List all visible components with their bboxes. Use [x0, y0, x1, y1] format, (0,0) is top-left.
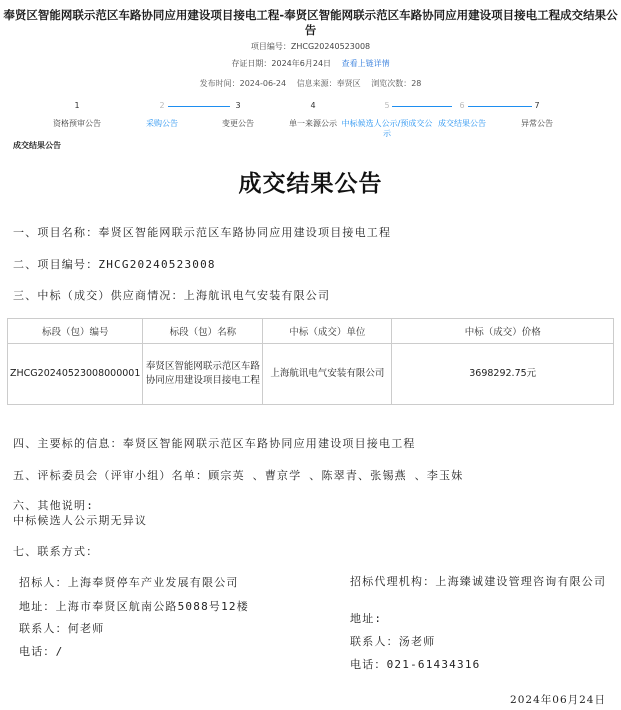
step-number: 4: [310, 101, 316, 110]
archive-date: 2024年6月24日: [271, 59, 332, 68]
agent-contact: 联系人：汤老师: [350, 635, 436, 648]
step-label: 采购公告: [146, 119, 178, 128]
project-code-line: [0, 41, 621, 52]
committee-line: 五、评标委员会（评审小组）名单：顾宗英 、曹京学 、陈翠青、张锡燕 、李玉妹: [13, 469, 464, 482]
main-subject-line: 四、主要标的信息：奉贤区智能网联示范区车路协同应用建设项目接电工程: [13, 437, 416, 450]
agent-phone: 电话：021-61434316: [350, 658, 481, 671]
step-prequalification[interactable]: [31, 100, 123, 129]
buyer-phone: 电话：/: [19, 645, 64, 658]
buyer-contact: 联系人：何老师: [19, 622, 105, 635]
archive-line: [0, 58, 621, 69]
step-label: 中标候选人公示/预成交公示: [341, 119, 433, 138]
notice-date: 2024年06月24日: [510, 694, 606, 706]
buyer-name: 招标人：上海奉贤停车产业发展有限公司: [19, 576, 239, 589]
result-table: [7, 318, 614, 405]
table-row: [8, 344, 614, 405]
view-count: 浏览次数：28: [371, 79, 422, 88]
table-cell: ZHCG20240523008000001: [8, 344, 143, 405]
table-header: 中标（成交）单位: [263, 319, 392, 344]
step-abnormal[interactable]: [491, 100, 583, 129]
step-label: 异常公告: [521, 119, 553, 128]
section-label: 成交结果公告: [13, 141, 61, 150]
page-title: 成交结果公告: [238, 171, 383, 197]
table-header: 标段（包）名称: [143, 319, 263, 344]
step-label: 单一来源公示: [289, 119, 337, 128]
table-cell: 3698292.75元: [392, 344, 614, 405]
publish-info: [0, 78, 621, 89]
step-number: 2: [159, 101, 165, 110]
step-number: 5: [384, 101, 390, 110]
supplier-line: 三、中标（成交）供应商情况：上海航讯电气安装有限公司: [13, 289, 331, 302]
step-label: 资格预审公告: [53, 119, 101, 128]
project-code: ZHCG20240523008: [290, 42, 371, 51]
step-label: 成交结果公告: [438, 119, 486, 128]
step-number: 6: [459, 101, 465, 110]
buyer-address: 地址：上海市奉贤区航南公路5088号12楼: [19, 600, 249, 613]
other-notes-text: 中标候选人公示期无异议: [13, 514, 148, 527]
step-label: 变更公告: [222, 119, 254, 128]
project-name-line: 一、项目名称：奉贤区智能网联示范区车路协同应用建设项目接电工程: [13, 226, 392, 239]
step-number: 1: [74, 101, 80, 110]
step-number: 7: [534, 101, 540, 110]
other-notes-title: 六、其他说明:: [13, 499, 95, 512]
table-cell: 奉贤区智能网联示范区车路协同应用建设项目接电工程: [143, 344, 263, 405]
table-header-row: [8, 319, 614, 344]
agent-address: 地址:: [350, 612, 383, 625]
process-steps: [0, 100, 621, 140]
info-source: 信息来源：奉贤区: [296, 79, 361, 88]
project-code-line-body: 二、项目编号：ZHCG20240523008: [13, 258, 216, 271]
contact-title: 七、联系方式：: [13, 545, 99, 558]
notice-title: 奉贤区智能网联示范区车路协同应用建设项目接电工程-奉贤区智能网联示范区车路协同应用建设项目接电工程成交结果公告: [3, 8, 618, 37]
publish-time: 发布时间：2024-06-24: [199, 79, 287, 88]
table-cell: 上海航讯电气安装有限公司: [263, 344, 392, 405]
view-chain-details-link[interactable]: 查看上链详情: [341, 59, 390, 68]
table-header: 标段（包）编号: [8, 319, 143, 344]
archive-date-label: 存证日期：: [231, 59, 272, 68]
step-number: 3: [235, 101, 241, 110]
agent-name: 招标代理机构：上海臻诚建设管理咨询有限公司: [350, 575, 607, 588]
table-header: 中标（成交）价格: [392, 319, 614, 344]
project-code-label: 项目编号：: [250, 42, 291, 51]
